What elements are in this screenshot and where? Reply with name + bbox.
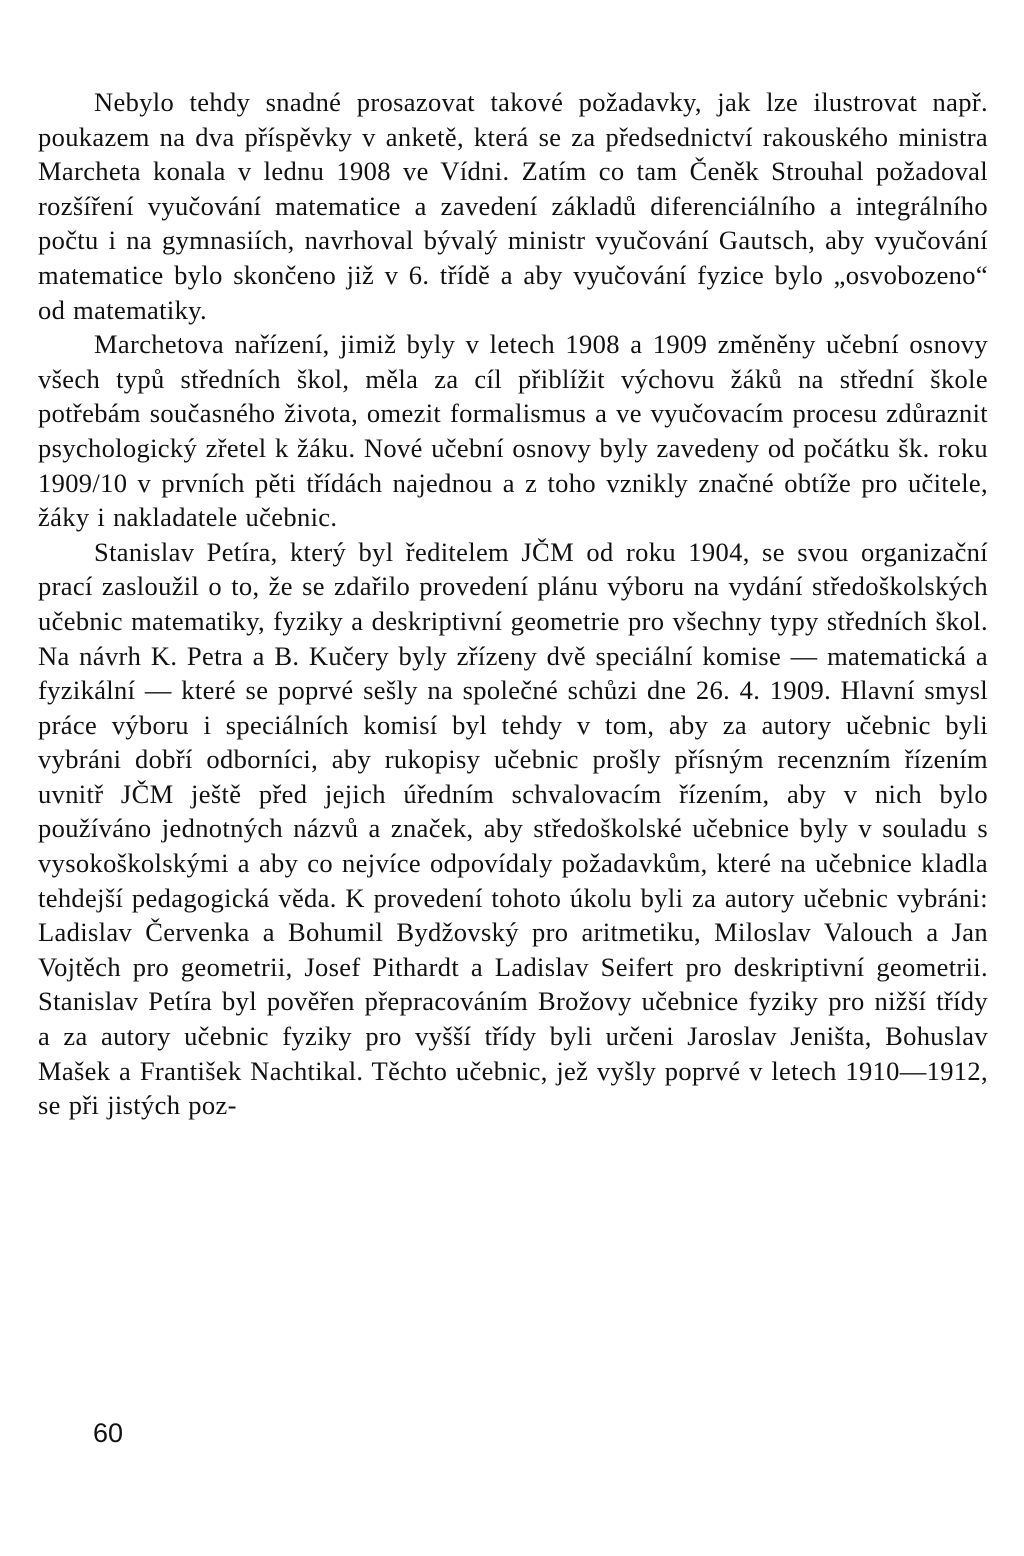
page-number: 60 (93, 1418, 124, 1448)
page-body (38, 85, 988, 1123)
paragraph-3: Stanislav Petíra, který byl ředitelem JČM od roku 1904, se svou organizační prací zasloužil o to, že se zdařilo provedení plánu výboru na vydání středoškolských učebnic matematiky, fyziky a deskriptivní geometrie pro všechny typy středních škol. Na návrh K. Petra a B. Kučery byly zřízeny dvě speciální komise — matematická a fyzikální — které se poprvé sešly na společné schůzi dne 26. 4. 1909. Hlavní smysl práce výboru i speciálních komisí byl tehdy v tom, aby za autory učebnic byli vybráni dobří odborníci, aby rukopisy učebnic prošly přísným recenzním řízením uvnitř JČM ještě před jejich úředním schvalovacím řízením, aby v nich bylo používáno jednotných názvů a značek, aby středoškolské učebnice byly v souladu s vysokoškolskými a aby co nejvíce odpovídaly požadavkům, které na učebnice kladla tehdejší pedagogická věda. K provedení tohoto úkolu byli za autory učebnic vybráni: Ladislav Červenka a Bohumil Bydžovský pro aritmetiku, Miloslav Valouch a Jan Vojtěch pro geometrii, Josef Pithardt a Ladislav Seifert pro deskriptivní geometrii. Stanislav Petíra byl pověřen přepracováním Brožovy učebnice fyziky pro nižší třídy a za autory učebnic fyziky pro vyšší třídy byli určeni Jaroslav Jeništa, Bohuslav Mašek a František Nachtikal. Těchto učebnic, jež vyšly poprvé v letech 1910—1912, se při jistých poz- (38, 536, 988, 1121)
paragraph-1: Nebylo tehdy snadné prosazovat takové požadavky, jak lze ilustrovat např. poukazem na dva příspěvky v anketě, která se za předsednictví rakouského ministra Marcheta konala v lednu 1908 ve Vídni. Zatím co tam Čeněk Strouhal požadoval rozšíření vyučování matematice a zavedení základů diferenciálního a integrálního počtu i na gymnasiích, navrhoval bývalý ministr vyučování Gautsch, aby vyučování matematice bylo skončeno již v 6. třídě a aby vyučování fyzice bylo „osvobozeno“ od matematiky. (38, 87, 988, 325)
paragraph-2: Marchetova nařízení, jimiž byly v letech 1908 a 1909 změněny učební osnovy všech typů středních škol, měla za cíl přiblížit výchovu žáků na střední škole potřebám současného života, omezit formalismus a ve vyučovacím procesu zdůraznit psychologický zřetel k žáku. Nové učební osnovy byly zavedeny od počátku šk. roku 1909/10 v prvních pěti třídách najednou a z toho vznikly značné obtíže pro učitele, žáky i nakladatele učebnic. (38, 329, 988, 533)
